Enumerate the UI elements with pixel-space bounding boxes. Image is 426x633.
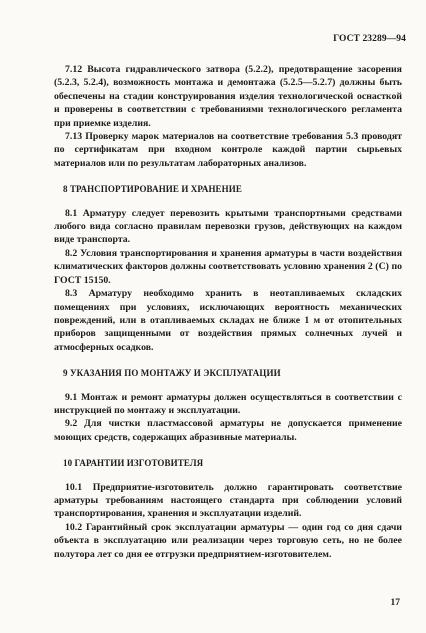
paragraph-8-3: 8.3 Арматуру необходимо хранить в неотапливаемых складских помещениях при условиях, исключающих вероятность механических повреждений, или в отапливаемых складах не ближе 1 м от отопительных приборов защищенными от воздействия прямых солнечных лучей и атмосферных осадков. [54, 288, 402, 353]
paragraph-7-12: 7.12 Высота гидравлического затвора (5.2.2), предотвращение засорения (5.2.3, 5.2.4), возможность монтажа и демонтажа (5.2.5—5.2.7) должны быть обеспечены на стадии конструирования изделия технологической оснасткой и проверены в соответствии с требованиями технологического регламента при приемке изделия. [54, 64, 402, 129]
section-heading-8: 8 ТРАНСПОРТИРОВАНИЕ И ХРАНЕНИЕ [63, 184, 242, 195]
page-number: 17 [390, 598, 400, 608]
paragraph-8-2: 8.2 Условия транспортирования и хранения арматуры в части воздействия климатических факторов должны соответствовать условию хранения 2 (С) по ГОСТ 15150. [54, 247, 402, 286]
section-heading-10: 10 ГАРАНТИИ ИЗГОТОВИТЕЛЯ [63, 458, 204, 469]
paragraph-10-2: 10.2 Гарантийный срок эксплуатации арматуры — один год со дня сдачи объекта в эксплуатацию или реализации через торговую сеть, но не более полутора лет со дня ее отгрузки предприятием-изготовителем. [54, 521, 402, 560]
paragraph-8-1: 8.1 Арматуру следует перевозить крытыми транспортными средствами любого вида согласно правилам перевозки грузов, действующих на каждом виде транспорта. [54, 207, 402, 246]
document-code: ГОСТ 23289—94 [333, 34, 406, 44]
document-body [54, 63, 402, 561]
section-heading-9: 9 УКАЗАНИЯ ПО МОНТАЖУ И ЭКСПЛУАТАЦИИ [63, 368, 281, 379]
paragraph-10-1: 10.1 Предприятие-изготовитель должно гарантировать соответствие арматуры требованиям настоящего стандарта при соблюдении условий транспортирования, хранения и эксплуатации изделий. [54, 481, 402, 520]
paragraph-9-2: 9.2 Для чистки пластмассовой арматуры не допускается применение моющих средств, содержащих абразивные материалы. [54, 418, 402, 443]
paragraph-7-13: 7.13 Проверку марок материалов на соответствие требования 5.3 проводят по сертификатам при входном контроле каждой партии сырьевых материалов или по результатам лабораторных анализов. [54, 131, 402, 169]
paragraph-9-1: 9.1 Монтаж и ремонт арматуры должен осуществляться в соответствии с инструкцией по монтажу и эксплуатации. [54, 391, 402, 416]
